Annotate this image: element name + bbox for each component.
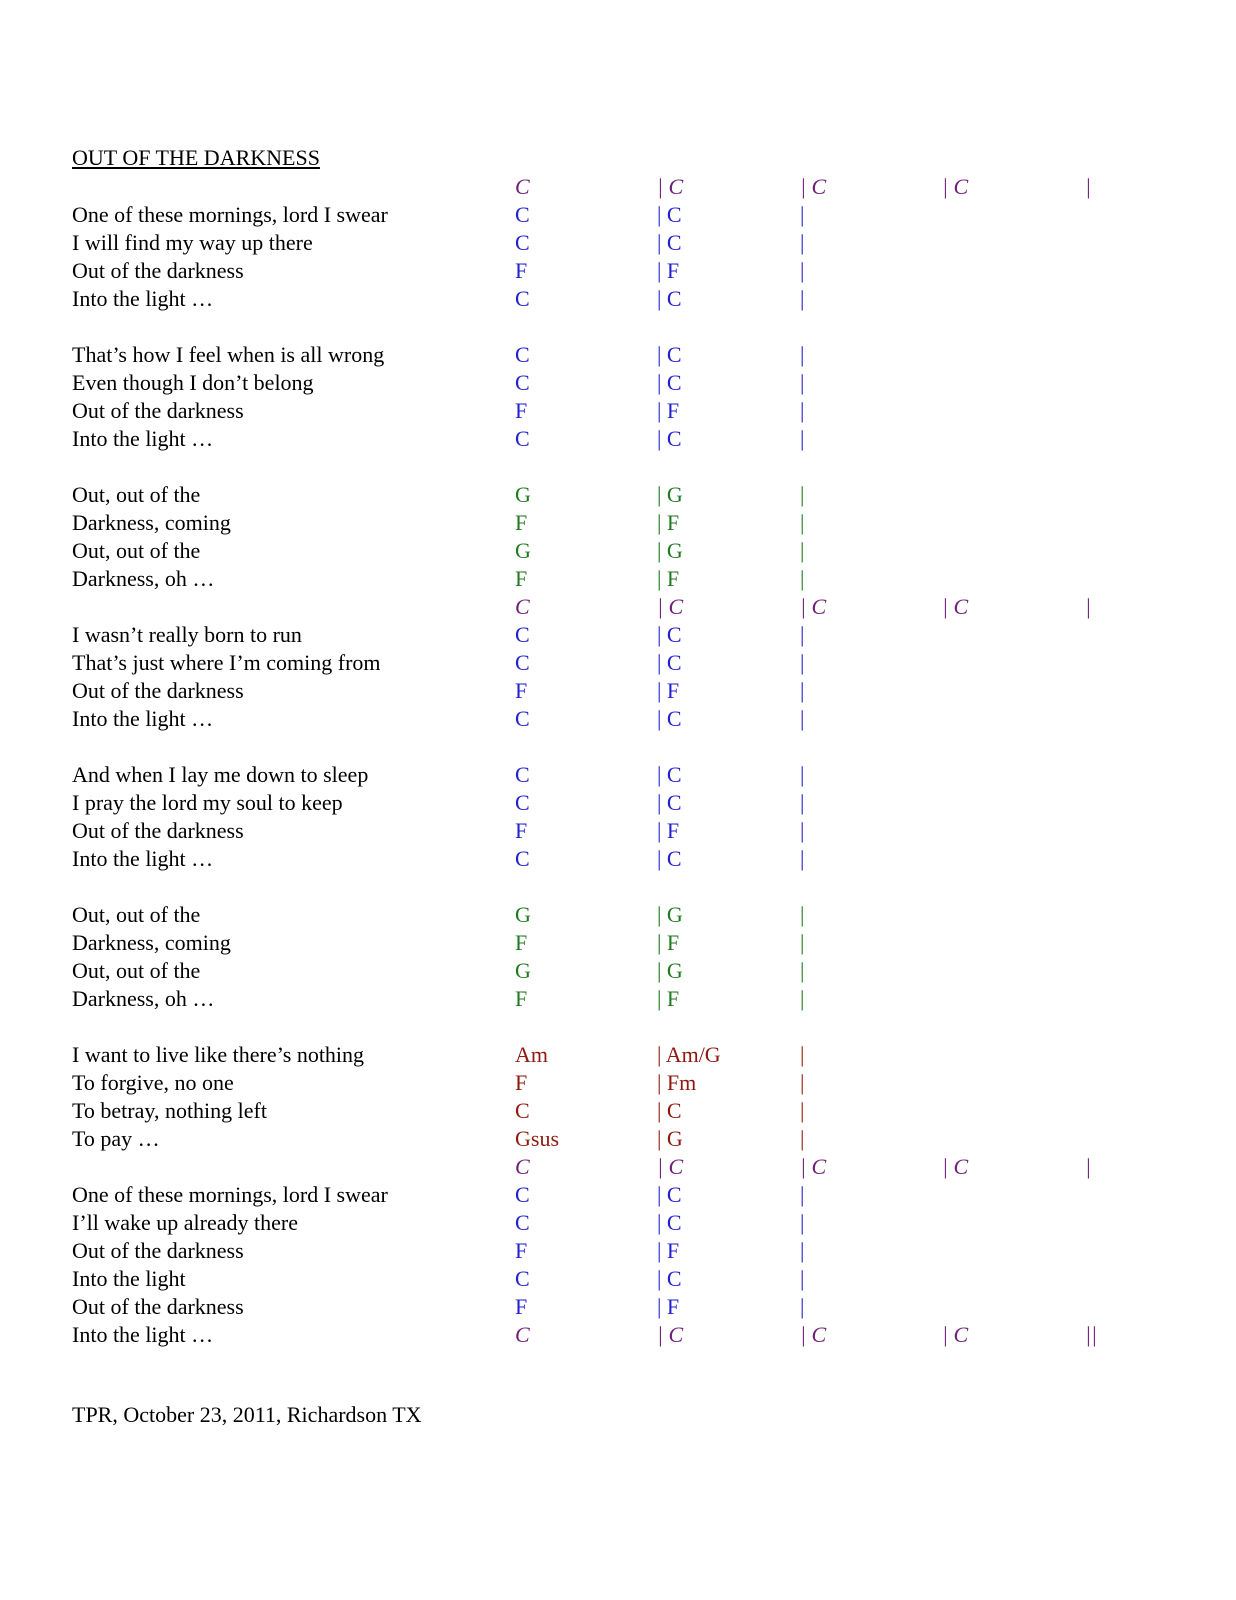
chord-cell: | Fm: [657, 1070, 697, 1095]
chord-cell: |: [800, 426, 805, 451]
chord-cell: |: [800, 370, 805, 395]
chord-cell: F: [515, 818, 528, 843]
chord-cell: |: [800, 706, 805, 731]
song-line: [72, 986, 1212, 1014]
chord-cell: F: [515, 566, 528, 591]
song-lines: [72, 174, 1212, 1350]
chord-cell: |: [800, 1098, 805, 1123]
chord-cell: | C: [657, 202, 682, 227]
chord-cell: |: [800, 1182, 805, 1207]
song-line: [72, 594, 1212, 622]
chord-cell: |: [800, 482, 805, 507]
song-line: [72, 902, 1212, 930]
lyric-text: One of these mornings, lord I swear: [72, 202, 388, 227]
chord-cell: | C: [942, 594, 969, 619]
lyric-text: Out of the darkness: [72, 818, 244, 843]
song-line: [72, 958, 1212, 986]
song-line: [72, 482, 1212, 510]
chord-cell: ||: [1085, 1322, 1098, 1347]
chord-cell: | C: [657, 1154, 684, 1179]
song-line: [72, 1126, 1212, 1154]
lyric-text: I want to live like there’s nothing: [72, 1042, 365, 1067]
stanza-gap: [72, 874, 1212, 902]
song-line: [72, 538, 1212, 566]
chord-cell: C: [515, 1098, 530, 1123]
chord-cell: C: [515, 706, 530, 731]
chord-cell: | C: [657, 1182, 682, 1207]
chord-cell: |: [800, 678, 805, 703]
chord-cell: | C: [657, 790, 682, 815]
lyric-text: Into the light …: [72, 286, 214, 311]
song-line: [72, 202, 1212, 230]
chord-cell: | C: [800, 594, 827, 619]
lyric-text: And when I lay me down to sleep: [72, 762, 369, 787]
lyric-text: Out of the darkness: [72, 398, 244, 423]
stanza-gap: [72, 734, 1212, 762]
chord-cell: C: [515, 762, 530, 787]
song-line: [72, 930, 1212, 958]
chord-cell: C: [515, 174, 530, 199]
chord-cell: C: [515, 1154, 530, 1179]
song-line: [72, 1238, 1212, 1266]
chord-cell: C: [515, 594, 530, 619]
chord-cell: |: [800, 762, 805, 787]
chord-cell: | F: [657, 818, 680, 843]
chord-cell: G: [515, 958, 531, 983]
song-line: [72, 706, 1212, 734]
song-line: [72, 1154, 1212, 1182]
chord-cell: | C: [657, 650, 682, 675]
stanza-gap: [72, 1014, 1212, 1042]
chord-cell: |: [800, 1042, 805, 1067]
lyric-text: Into the light …: [72, 1322, 214, 1347]
chord-cell: | C: [800, 1322, 827, 1347]
chord-cell: |: [800, 566, 805, 591]
chord-cell: F: [515, 986, 528, 1011]
chord-cell: | C: [657, 426, 682, 451]
lyric-text: I wasn’t really born to run: [72, 622, 302, 647]
lyric-text: Out of the darkness: [72, 1294, 244, 1319]
lyric-text: Darkness, coming: [72, 930, 231, 955]
chord-cell: G: [515, 482, 531, 507]
lyric-text: Into the light …: [72, 426, 214, 451]
chord-cell: |: [800, 286, 805, 311]
chord-cell: |: [800, 622, 805, 647]
chord-cell: | Am/G: [657, 1042, 721, 1067]
chord-cell: | C: [657, 1210, 682, 1235]
chord-cell: Am: [515, 1042, 548, 1067]
song-line: [72, 286, 1212, 314]
song-line: [72, 1098, 1212, 1126]
chord-cell: |: [800, 930, 805, 955]
chord-cell: | F: [657, 930, 680, 955]
chord-cell: | C: [657, 762, 682, 787]
chord-cell: | F: [657, 986, 680, 1011]
chord-cell: F: [515, 398, 528, 423]
chord-cell: | F: [657, 678, 680, 703]
lyric-text: Out, out of the: [72, 958, 201, 983]
song-line: [72, 1322, 1212, 1350]
chord-cell: | C: [657, 370, 682, 395]
song-line: [72, 398, 1212, 426]
song-line: [72, 230, 1212, 258]
song-line: [72, 846, 1212, 874]
lyric-text: Out, out of the: [72, 902, 201, 927]
chord-cell: F: [515, 930, 528, 955]
chord-cell: | C: [657, 1098, 682, 1123]
chord-cell: | F: [657, 398, 680, 423]
chord-cell: | F: [657, 1294, 680, 1319]
chord-cell: C: [515, 790, 530, 815]
lyric-text: Into the light …: [72, 706, 214, 731]
lyric-text: That’s how I feel when is all wrong: [72, 342, 385, 367]
lyric-text: Into the light …: [72, 846, 214, 871]
stanza-gap: [72, 454, 1212, 482]
chord-cell: | F: [657, 258, 680, 283]
chord-cell: | C: [657, 622, 682, 647]
song-line: [72, 426, 1212, 454]
chord-cell: | G: [657, 538, 683, 563]
chord-cell: | F: [657, 510, 680, 535]
song-line: [72, 370, 1212, 398]
song-line: [72, 1210, 1212, 1238]
chord-cell: |: [800, 846, 805, 871]
chord-cell: | C: [800, 174, 827, 199]
chord-cell: | C: [657, 594, 684, 619]
chord-cell: |: [1085, 1154, 1092, 1179]
lyric-text: I pray the lord my soul to keep: [72, 790, 343, 815]
chord-cell: | C: [657, 286, 682, 311]
lyric-text: I will find my way up there: [72, 230, 313, 255]
lyric-text: Out, out of the: [72, 482, 201, 507]
chord-cell: |: [800, 230, 805, 255]
chord-cell: | F: [657, 1238, 680, 1263]
chord-cell: | C: [942, 1154, 969, 1179]
chord-cell: C: [515, 1210, 530, 1235]
chord-cell: C: [515, 230, 530, 255]
lyric-text: Darkness, oh …: [72, 986, 215, 1011]
chord-cell: G: [515, 538, 531, 563]
chord-cell: |: [800, 538, 805, 563]
song-line: [72, 342, 1212, 370]
chord-cell: |: [800, 510, 805, 535]
lyric-text: Darkness, coming: [72, 510, 231, 535]
chord-cell: | C: [657, 846, 682, 871]
chord-cell: | C: [657, 706, 682, 731]
lyric-text: Even though I don’t belong: [72, 370, 314, 395]
song-line: [72, 818, 1212, 846]
song-line: [72, 174, 1212, 202]
chord-cell: C: [515, 286, 530, 311]
chord-cell: |: [800, 986, 805, 1011]
chord-cell: | C: [800, 1154, 827, 1179]
song-line: [72, 1042, 1212, 1070]
chord-cell: | C: [657, 1322, 684, 1347]
chord-cell: |: [800, 650, 805, 675]
chord-cell: |: [800, 1266, 805, 1291]
lyric-text: To forgive, no one: [72, 1070, 234, 1095]
lyric-text: That’s just where I’m coming from: [72, 650, 381, 675]
chord-cell: C: [515, 622, 530, 647]
chord-cell: F: [515, 258, 528, 283]
chord-cell: |: [800, 1294, 805, 1319]
chord-cell: | G: [657, 958, 683, 983]
chord-cell: F: [515, 1238, 528, 1263]
chord-cell: |: [800, 958, 805, 983]
chord-cell: | G: [657, 1126, 683, 1151]
chord-cell: |: [800, 342, 805, 367]
song-title: OUT OF THE DARKNESS: [72, 145, 320, 170]
lyric-text: Darkness, oh …: [72, 566, 215, 591]
footer-credit: TPR, October 23, 2011, Richardson TX: [72, 1402, 422, 1427]
lyric-text: One of these mornings, lord I swear: [72, 1182, 388, 1207]
chord-cell: | G: [657, 902, 683, 927]
song-line: [72, 1266, 1212, 1294]
chord-cell: C: [515, 1266, 530, 1291]
song-line: [72, 678, 1212, 706]
song-line: [72, 1294, 1212, 1322]
chord-cell: |: [800, 398, 805, 423]
song-line: [72, 762, 1212, 790]
chord-cell: |: [800, 1126, 805, 1151]
lyric-text: To betray, nothing left: [72, 1098, 267, 1123]
chord-cell: |: [800, 1238, 805, 1263]
chord-cell: F: [515, 1294, 528, 1319]
stanza-gap: [72, 314, 1212, 342]
chord-cell: G: [515, 902, 531, 927]
lyric-text: I’ll wake up already there: [72, 1210, 298, 1235]
song-line: [72, 622, 1212, 650]
chord-cell: | C: [657, 230, 682, 255]
chord-cell: | C: [657, 1266, 682, 1291]
chord-cell: |: [800, 258, 805, 283]
chord-cell: F: [515, 510, 528, 535]
chord-cell: C: [515, 342, 530, 367]
song-line: [72, 510, 1212, 538]
chord-cell: F: [515, 1070, 528, 1095]
song-line: [72, 566, 1212, 594]
chord-cell: C: [515, 1322, 530, 1347]
chord-cell: F: [515, 678, 528, 703]
chord-cell: | C: [942, 174, 969, 199]
chord-cell: | C: [657, 342, 682, 367]
song-line: [72, 258, 1212, 286]
song-line: [72, 650, 1212, 678]
chord-cell: |: [1085, 594, 1092, 619]
chord-cell: C: [515, 1182, 530, 1207]
chord-cell: C: [515, 426, 530, 451]
lyric-text: Out of the darkness: [72, 258, 244, 283]
chord-cell: |: [800, 1070, 805, 1095]
chord-cell: |: [800, 202, 805, 227]
chord-cell: Gsus: [515, 1126, 560, 1151]
lyric-text: To pay …: [72, 1126, 160, 1151]
chord-cell: |: [800, 818, 805, 843]
chord-cell: C: [515, 202, 530, 227]
chord-cell: |: [1085, 174, 1092, 199]
chord-cell: |: [800, 790, 805, 815]
lyric-text: Into the light: [72, 1266, 186, 1291]
lyric-text: Out of the darkness: [72, 1238, 244, 1263]
song-line: [72, 1182, 1212, 1210]
chord-cell: |: [800, 902, 805, 927]
chord-cell: C: [515, 370, 530, 395]
lyric-text: Out, out of the: [72, 538, 201, 563]
chord-cell: |: [800, 1210, 805, 1235]
chord-cell: | F: [657, 566, 680, 591]
song-line: [72, 1070, 1212, 1098]
chord-cell: | C: [657, 174, 684, 199]
chord-cell: C: [515, 846, 530, 871]
chord-cell: | C: [942, 1322, 969, 1347]
chord-cell: | G: [657, 482, 683, 507]
lyric-text: Out of the darkness: [72, 678, 244, 703]
chord-cell: C: [515, 650, 530, 675]
song-line: [72, 790, 1212, 818]
